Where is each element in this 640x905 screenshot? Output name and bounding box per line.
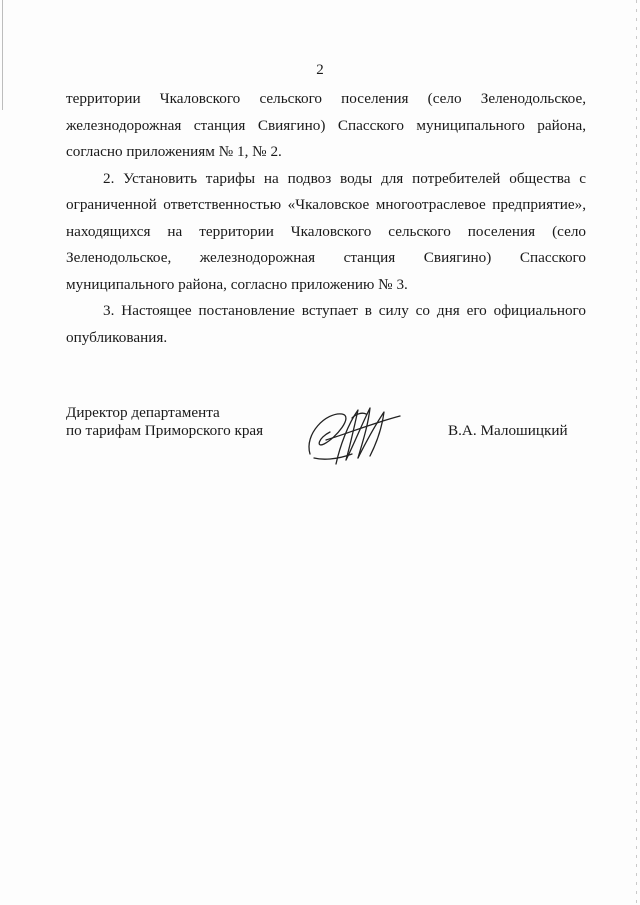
paragraph-2-line-4: Зеленодольское, железнодорожная станция Свиягино) Спасского [66,249,586,266]
document-body [66,86,586,351]
paragraph-1-line-3: согласно приложениям № 1, № 2. [66,143,282,160]
signatory-title-line-2: по тарифам Приморского края [66,422,264,439]
paragraph-3-line-1: 3. Настоящее постановление вступает в силу со дня его официального [103,302,586,319]
paragraph-1-line-1: территории Чкаловского сельского поселения (село Зеленодольское, [66,90,586,107]
paragraph-2-line-5: муниципального района, согласно приложению № 3. [66,275,408,293]
signature-block [66,404,586,484]
scan-edge-left [2,0,3,110]
signatory-title-line-1: Директор департамента [66,404,220,421]
paragraph-2-line-2: ограниченной ответственностью «Чкаловское многоотраслевое предприятие», [66,196,586,213]
paragraph-2-line-3: находящихся на территории Чкаловского сельского поселения (село [66,222,586,240]
page-number: 2 [316,62,324,78]
handwritten-signature [296,394,406,472]
scan-edge-right [636,0,637,905]
signatory-name: В.А. Малошицкий [448,422,568,439]
paragraph-2-line-1: 2. Установить тарифы на подвоз воды для потребителей общества с [103,169,586,187]
paragraph-3-line-2: опубликования. [66,328,168,346]
paragraph-1-line-2: железнодорожная станция Свиягино) Спасского муниципального района, [66,116,586,134]
